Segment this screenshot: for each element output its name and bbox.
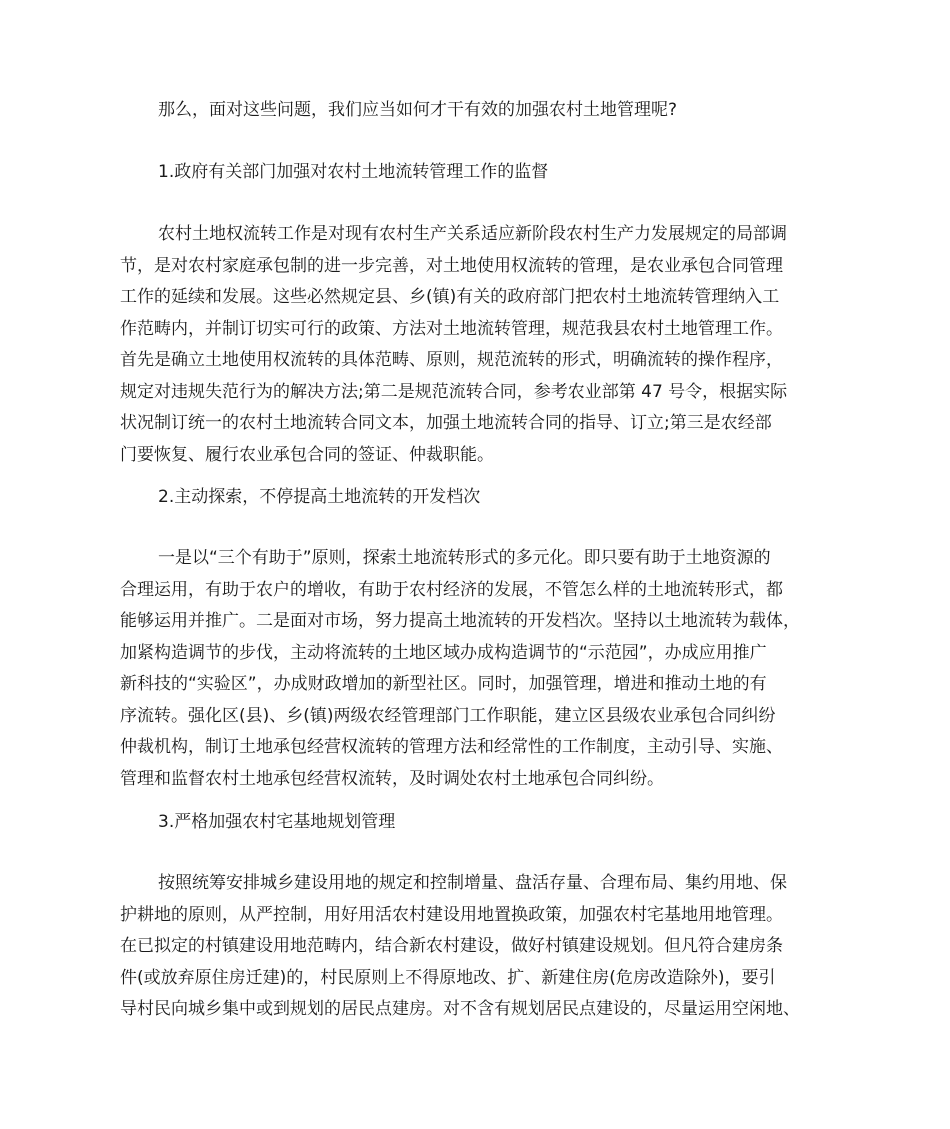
paragraph-line: 加紧构造调节的步伐，主动将流转的土地区域办成构造调节的“示范园”，办成应用推广 xyxy=(120,642,767,663)
section-heading: 3.严格加强农村宅基地规划管理 xyxy=(158,812,396,832)
section-1-heading xyxy=(120,157,832,189)
paragraph-line: 护耕地的原则，从严控制，用好用活农村建设用地置换政策，加强农村宅基地用地管理。 xyxy=(120,904,783,925)
paragraph-line: 管理和监督农村土地承包经营权流转，及时调处农村土地承包合同纠纷。 xyxy=(120,768,664,789)
section-3-paragraph xyxy=(120,868,832,1026)
paragraph-line: 件(或放弃原住房迁建)的，村民原则上不得原地改、扩、新建住房(危房改造除外)，要引 xyxy=(120,967,776,988)
paragraph-line: 农村土地权流转工作是对现有农村生产关系适应新阶段农村生产力发展规定的局部调 xyxy=(158,224,787,244)
paragraph-line: 序流转。强化区(县)、乡(镇)两级农经管理部门工作职能，建立区县级农业承包合同纠纷 xyxy=(120,705,776,726)
paragraph-line: 工作的延续和发展。这些必然规定县、乡(镇)有关的政府部门把农村土地流转管理纳入工 xyxy=(120,287,780,307)
paragraph-line: 仲裁机构，制订土地承包经营权流转的管理方法和经常性的工作制度，主动引导、实施、 xyxy=(120,737,783,757)
paragraph-line: 新科技的“实验区”，办成财政增加的新型社区。同时，加强管理，增进和推动土地的有 xyxy=(120,674,767,694)
paragraph-line: 作范畴内，并制订切实可行的政策、方法对土地流转管理，规范我县农村土地管理工作。 xyxy=(120,318,783,339)
section-3-heading xyxy=(120,807,832,839)
section-heading: 1.政府有关部门加强对农村土地流转管理工作的监督 xyxy=(158,162,549,182)
paragraph-line: 导村民向城乡集中或到规划的居民点建房。对不含有规划居民点建设的，尽量运用空闲地、 xyxy=(120,999,800,1019)
section-2-paragraph xyxy=(120,543,832,795)
paragraph-line: 合理运用，有助于农户的增收，有助于农村经济的发展，不管怎么样的土地流转形式，都 xyxy=(120,579,783,600)
paragraph-line: 按照统筹安排城乡建设用地的规定和控制增量、盘活存量、合理布局、集约用地、保 xyxy=(158,873,787,893)
paragraph-line: 状况制订统一的农村土地流转合同文本，加强土地流转合同的指导、订立;第三是农经部 xyxy=(120,413,772,433)
paragraph-line: 规定对违规失范行为的解决方法;第二是规范流转合同，参考农业部第 47 号令，根据实际 xyxy=(120,381,788,402)
intro-question xyxy=(120,95,832,127)
section-2-heading xyxy=(120,482,832,514)
paragraph-line: 门要恢复、履行农业承包合同的签证、仲裁职能。 xyxy=(120,444,494,465)
paragraph-line: 节，是对农村家庭承包制的进一步完善，对土地使用权流转的管理，是农业承包合同管理 xyxy=(120,255,783,276)
question-line: 那么，面对这些问题，我们应当如何才干有效的加强农村土地管理呢? xyxy=(158,100,678,120)
paragraph-line: 首先是确立土地使用权流转的具体范畴、原则，规范流转的形式，明确流转的操作程序， xyxy=(120,350,783,370)
section-heading: 2.主动探索，不停提高土地流转的开发档次 xyxy=(158,487,481,507)
paragraph-line: 一是以“三个有助于”原则，探索土地流转形式的多元化。即只要有助于土地资源的 xyxy=(158,548,771,568)
section-1-paragraph xyxy=(120,219,832,471)
paragraph-line: 在已拟定的村镇建设用地范畴内，结合新农村建设，做好村镇建设规划。但凡符合建房条 xyxy=(120,936,783,956)
paragraph-line: 能够运用并推广。二是面对市场，努力提高土地流转的开发档次。坚持以土地流转为载体， xyxy=(120,611,800,631)
